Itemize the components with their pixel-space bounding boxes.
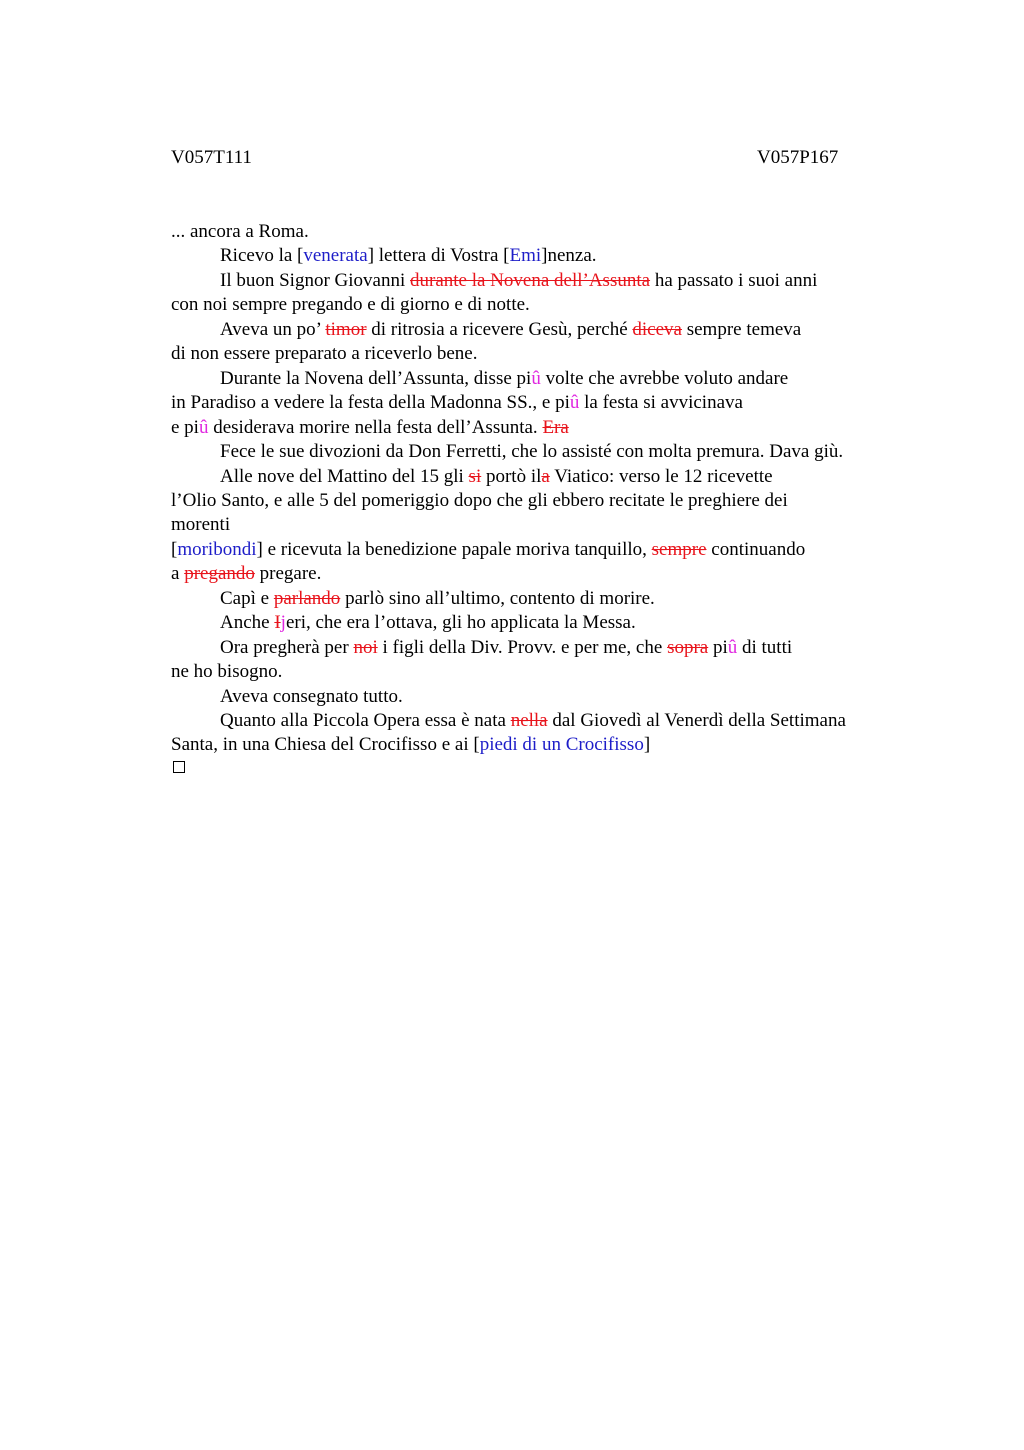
text-run: sempre temeva <box>681 318 802 340</box>
text-run: dal Giovedì al Venerdì della Settimana <box>547 710 846 731</box>
deleted-text: durante la Novena dell’Assunta <box>410 269 651 291</box>
deleted-text: si <box>468 465 482 487</box>
deleted-text: noi <box>353 636 378 658</box>
text-run: continuando <box>706 538 806 560</box>
text-line-l07 <box>220 367 788 391</box>
correction-mark: û <box>727 636 738 658</box>
text-run: desiderava morire nella festa dell’Assunta. <box>208 416 543 438</box>
text-run: la festa si avvicinava <box>579 392 743 414</box>
text-line-l08 <box>171 391 743 415</box>
text-run: portò il <box>481 465 542 487</box>
text-run: Anche <box>220 612 275 634</box>
text-line-l12 <box>171 489 788 513</box>
text-run: pi <box>708 636 728 658</box>
text-line-l10 <box>220 440 843 464</box>
deleted-text: I <box>274 612 281 634</box>
text-run: ne ho bisogno. <box>171 661 283 683</box>
inserted-text: piedi di un Crocifisso <box>479 734 644 756</box>
text-line-l15 <box>171 562 321 586</box>
text-run: Fece le sue divozioni da Don Ferretti, che lo assisté con molta premura. Dava giù. <box>220 441 844 463</box>
text-run: [ <box>171 538 178 560</box>
text-run: Ricevo la [ <box>220 245 304 267</box>
text-line-l02 <box>220 244 597 268</box>
text-line-l17 <box>220 611 636 635</box>
correction-mark: j <box>280 612 286 634</box>
text-line-l04 <box>171 293 530 317</box>
text-run: Santa, in una Chiesa del Crocifisso e ai [ <box>171 734 480 756</box>
text-run: in Paradiso a vedere la festa della Madonna SS., e pi <box>171 392 570 414</box>
text-line-l05 <box>220 318 801 342</box>
text-run: ] <box>643 734 651 756</box>
text-run: morenti <box>171 514 231 536</box>
text-line-l19 <box>171 660 282 684</box>
inserted-text: Emi <box>509 245 542 267</box>
correction-mark: û <box>569 392 580 414</box>
deleted-text: sempre <box>651 538 707 560</box>
text-line-l01 <box>171 220 309 244</box>
text-run: l’Olio Santo, e alle 5 del pomeriggio dopo che gli ebbero recitate le preghiere dei <box>171 489 788 511</box>
text-run: e pi <box>171 416 199 438</box>
text-line-l11 <box>220 465 773 489</box>
text-run: Ora pregherà per <box>220 636 354 658</box>
deleted-text: sopra <box>667 636 709 658</box>
text-run: a <box>171 563 185 585</box>
text-run: i figli della Div. Provv. e per me, che <box>377 636 668 658</box>
text-line-l22 <box>171 733 650 757</box>
text-run: parlò sino all’ultimo, contento di morire. <box>340 587 655 609</box>
text-line-l14 <box>171 538 805 562</box>
text-run: di tutti <box>737 636 793 658</box>
text-run: di non essere preparato a riceverlo bene. <box>171 343 478 365</box>
text-line-l13 <box>171 513 230 537</box>
deleted-text: parlando <box>273 587 341 609</box>
inserted-text: moribondi <box>177 538 257 560</box>
text-run: ] lettera di Vostra [ <box>367 245 510 267</box>
text-line-l09 <box>171 416 569 440</box>
deleted-text: pregando <box>184 563 255 585</box>
deleted-text: timor <box>325 318 367 340</box>
text-run: ... ancora a Roma. <box>171 221 309 242</box>
text-line-l21 <box>220 709 846 733</box>
text-run: Viatico: verso le 12 ricevette <box>549 465 773 487</box>
text-run: Aveva un po’ <box>220 318 326 340</box>
text-run: eri, che era l’ottava, gli ho applicata la Messa. <box>285 612 636 634</box>
correction-mark: û <box>531 367 541 389</box>
deleted-text: diceva <box>632 318 682 340</box>
text-run: Capì e <box>220 587 274 609</box>
text-run: ] e ricevuta la benedizione papale moriva tanquillo, <box>256 538 652 560</box>
correction-mark: û <box>198 416 209 438</box>
deleted-text: Era <box>542 416 569 438</box>
text-run: ha passato i suoi anni <box>650 269 818 291</box>
deleted-text: nella <box>510 710 548 731</box>
text-run: Aveva consegnato tutto. <box>220 685 403 707</box>
text-run: Alle nove del Mattino del 15 gli <box>220 465 469 487</box>
text-line-l20 <box>220 685 403 709</box>
text-run: volte che avrebbe voluto andare <box>540 367 789 389</box>
text-line-l03 <box>220 269 817 293</box>
text-run: Durante la Novena dell’Assunta, disse pi <box>220 367 532 389</box>
header-left-code: V057T111 <box>171 147 252 168</box>
inserted-text: venerata <box>303 245 368 267</box>
header-right-code: V057P167 <box>757 147 839 168</box>
text-line-l06 <box>171 342 478 366</box>
text-line-l16 <box>220 587 655 611</box>
deleted-text: a <box>541 465 550 487</box>
text-run: pregare. <box>254 563 322 585</box>
text-run: Il buon Signor Giovanni <box>220 269 410 291</box>
text-line-l18 <box>220 636 792 660</box>
text-run: ]nenza. <box>541 245 597 267</box>
end-square-icon <box>173 761 185 773</box>
text-run: con noi sempre pregando e di giorno e di notte. <box>171 294 530 316</box>
text-run: Quanto alla Piccola Opera essa è nata <box>220 710 511 731</box>
text-run: di ritrosia a ricevere Gesù, perché <box>366 318 633 340</box>
